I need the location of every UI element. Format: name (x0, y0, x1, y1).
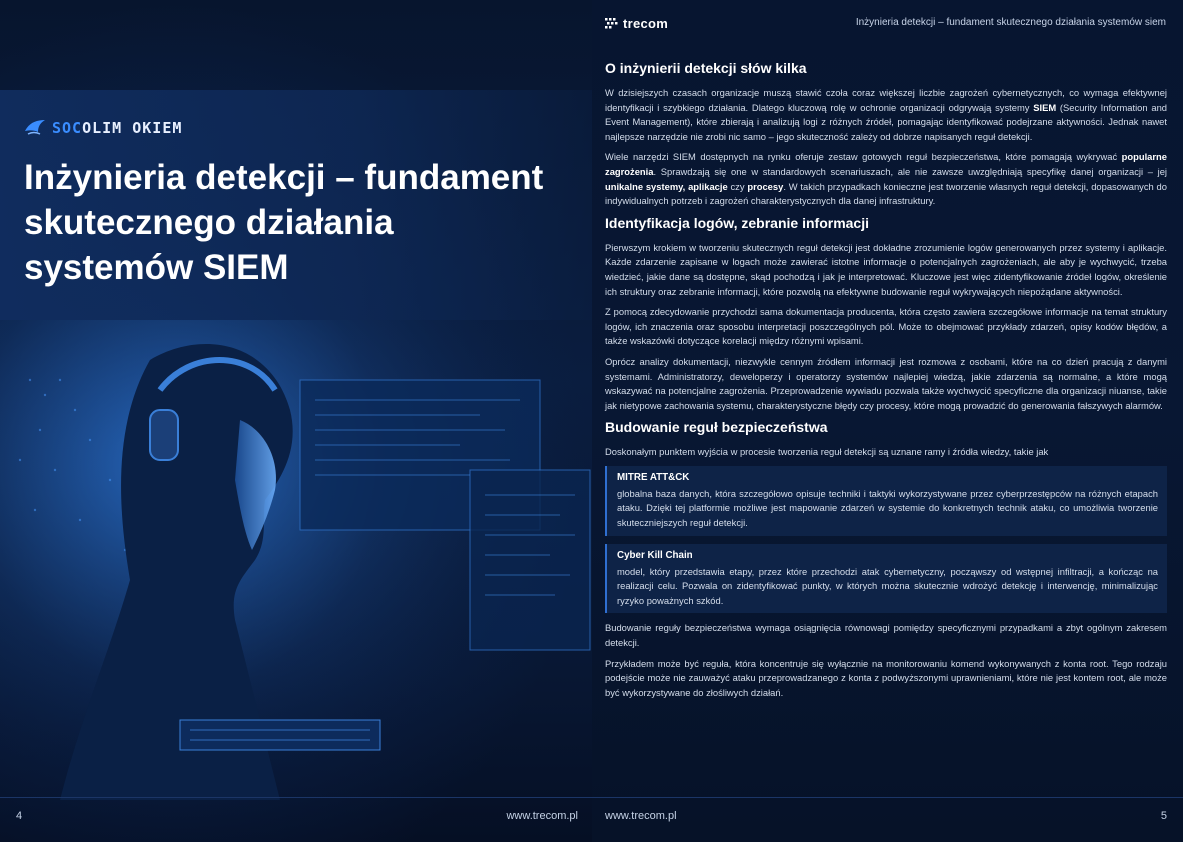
trecom-logo-icon (605, 18, 619, 30)
paragraph: Pierwszym krokiem w tworzeniu skutecznych reguł detekcji jest dokładne zrozumienie logów generowanych przez systemy i aplikacje. Każde zdarzenie zapisane w logach może zawierać istotne informacje o potencjalnych zagrożeniach, ale aby je wychwycić, trzeba wiedzieć, jakie dane są dostępne, skąd pochodzą i jak je interpretować. Kluczowe jest więc zidentyfikowanie źródeł logów, określenie ich struktury oraz zebranie informacji, które pozwolą na efektywne budowanie reguł wykrywających niepożądane aktywności. (605, 241, 1167, 297)
page-number: 5 (1160, 810, 1167, 822)
paragraph: Budowanie reguły bezpieczeństwa wymaga osiągnięcia równowagi pomiędzy specyficznymi przypadkami a zbyt ogólnym zakresem detekcji. (605, 622, 1167, 649)
section-heading: Budowanie reguł bezpieczeństwa (605, 419, 828, 436)
section-heading: O inżynierii detekcji słów kilka (605, 60, 807, 76)
callout-text: globalna baza danych, która szczegółowo opisuje techniki i taktyki wykorzystywane przez cyberprzestępców na różnych etapach ataku. Dzięki tej platformie możliwe jest mapowanie zdarzeń w systemie do konkretnych technik ataku, co umożliwia tworzenie skuteczniejszych reguł detekcji. (617, 487, 1158, 529)
shark-fin-icon (24, 119, 46, 137)
article-content (605, 60, 1167, 706)
paragraph: Doskonałym punktem wyjścia w procesie tworzenia reguł detekcji są uznane ramy i źródła wiedzy, takie jak (605, 446, 1049, 458)
footer-url[interactable]: www.trecom.pl (506, 810, 578, 822)
section-heading: Identyfikacja logów, zebranie informacji (605, 214, 869, 231)
right-page (592, 0, 1183, 842)
callout-text: model, który przedstawia etapy, przez które przechodzi atak cybernetyczny, począwszy od wstępnej infiltracji, a kończąc na realizacji celu. Pozwala on zidentyfikować punkty, w których można skutecznie wdrożyć detekcję i interwencję, minimalizując ryzyko poważnych szkód. (617, 565, 1158, 606)
paragraph: Wiele narzędzi SIEM dostępnych na rynku oferuje zestaw gotowych reguł bezpieczeństwa, które pomagają wykrywać popularne zagrożenia. Sprawdzają się one w standardowych scenariuszach, ale nie zawsze uwzględniają specyfikę danej organizacji – jej unikalne systemy, aplikacje czy procesy. W takich przypadkach konieczne jest tworzenie własnych reguł detekcji, dopasowanych do indywidualnych potrzeb i zagrożeń charakterystycznych dla danej infrastruktury. (605, 151, 1167, 207)
logo-text: trecom (623, 16, 669, 31)
footer-divider (592, 797, 1183, 798)
paragraph: W dzisiejszych czasach organizacje muszą stawić czoła coraz większej liczbie zagrożeń cybernetycznych, co wymaga efektywnej identyfikacji i szybkiego działania. Dlatego kluczową rolę w ochronie organizacji odgrywają systemy SIEM (Security Information and Event Management), które zbierają i analizują logi z różnych źródeł, pomagając identyfikować podejrzane aktywności. Jednak nawet najlepsze narzędzie nie zrobi nic samo – jego skuteczność zależy od dobrze napisanych reguł detekcji. (605, 87, 1167, 142)
brand-logo (24, 119, 182, 137)
running-header: Inżynieria detekcji – fundament skutecznego działania systemów siem (855, 17, 1166, 28)
callout-title: Cyber Kill Chain (617, 549, 693, 561)
paragraph: Z pomocą zdecydowanie przychodzi sama dokumentacja producenta, która często zawiera szczegółowe informacje na temat struktury logów, ich znaczenia oraz sposobu interpretacji poszczególnych pól. Może to obejmować przykłady zdarzeń, opisy kodów błędów, a także wskazówki dotyczące korelacji między różnymi wpisami. (605, 306, 1167, 347)
paragraph: Oprócz analizy dokumentacji, niezwykle cennym źródłem informacji jest rozmowa z osobami, które na co dzień pracują z danymi systemami. Administratorzy, deweloperzy i operatorzy systemów najlepiej wiedzą, jakie zdarzenia są normalne, a które mogą wskazywać na potencjalne zagrożenia. Przeprowadzenie wywiadu pozwala także wychwycić specyficzne dla organizacji niuanse, takie jak nietypowe zachowania systemu, charakterystyczne błędy czy procesy, które mogą prowadzić do generowania fałszywych alarmów. (605, 355, 1167, 411)
callout-title: MITRE ATT&CK (617, 471, 690, 483)
callout-kill-chain (605, 544, 1167, 614)
footer-divider (0, 797, 592, 798)
page-title: Inżynieria detekcji – fundament skutecznego działania systemów SIEM (24, 158, 544, 287)
brand-name: SOCOLIM OKIEM (52, 119, 183, 137)
cover-illustration (0, 320, 592, 800)
trecom-logo (605, 16, 668, 31)
callout-mitre (605, 466, 1167, 536)
page-number: 4 (16, 810, 23, 822)
footer-url[interactable]: www.trecom.pl (605, 810, 677, 822)
paragraph: Przykładem może być reguła, która koncentruje się wyłącznie na monitorowaniu komend wykonywanych z konta root. Tego rodzaju podejście może nie zauważyć ataku przeprowadzanego z konta z podwyższonymi uprawnieniami, które nie jest kontem root, ale może być wykorzystywane do złośliwych działań. (605, 657, 1167, 698)
